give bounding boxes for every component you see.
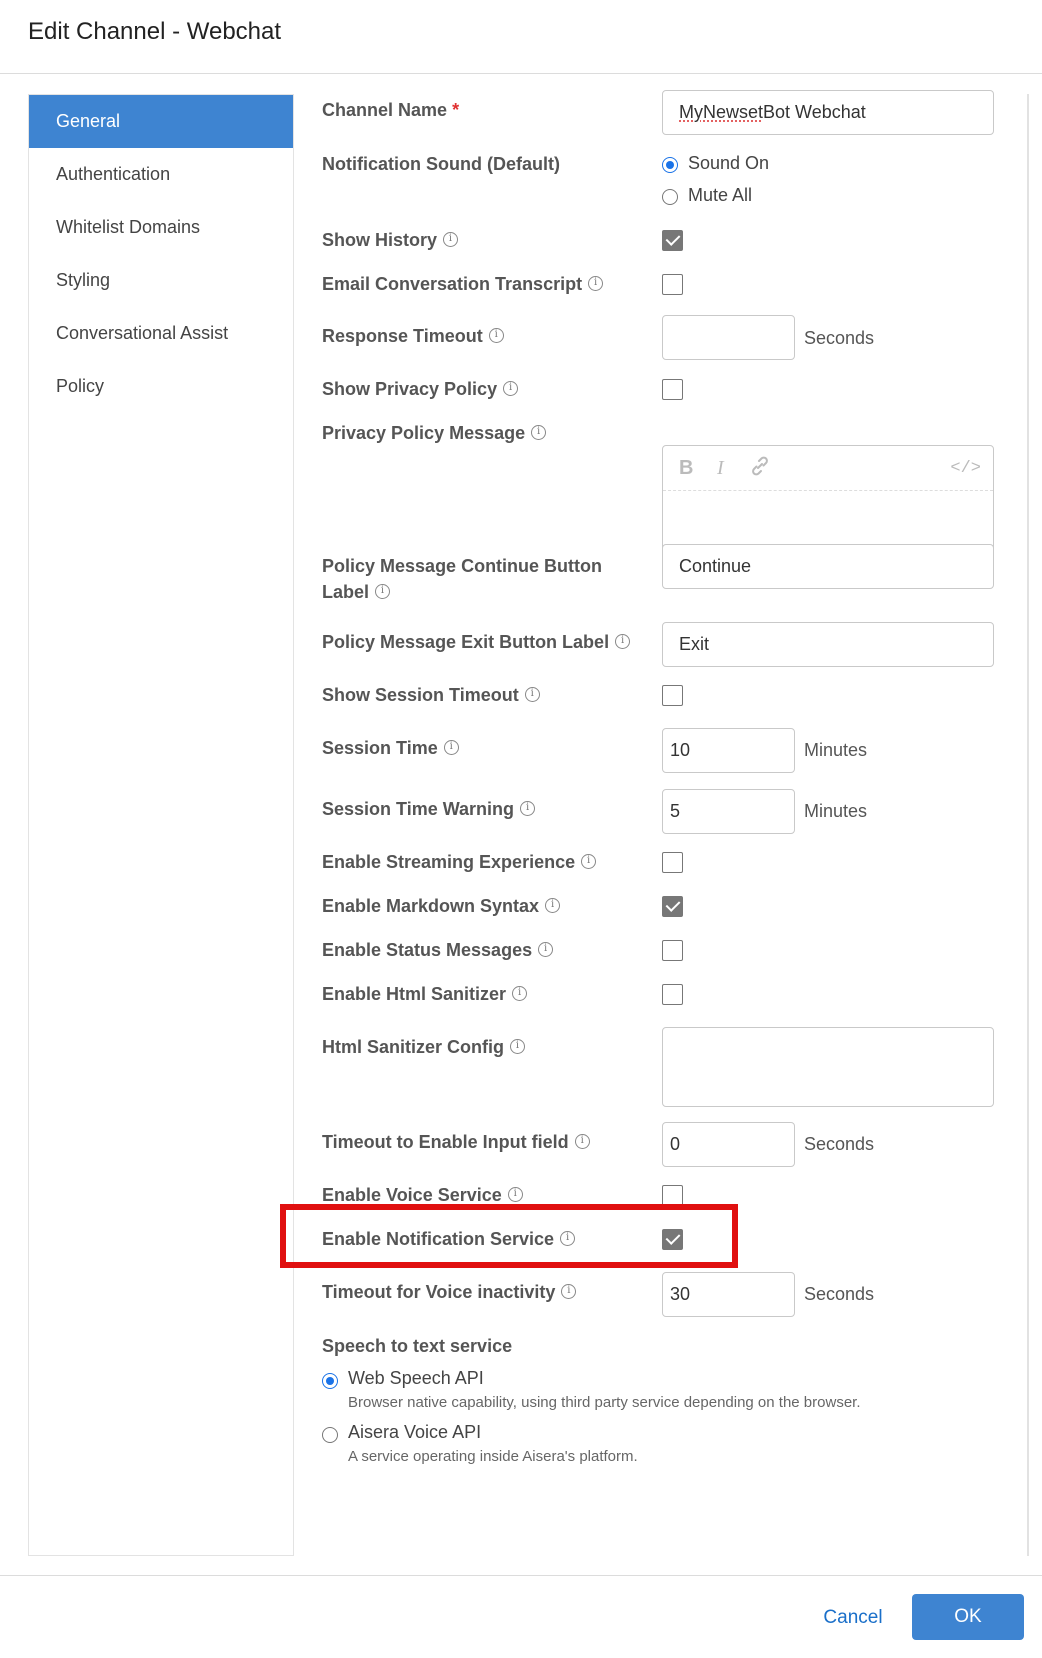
sound-on-label: Sound On	[688, 153, 770, 173]
html-sanitizer-config-textarea[interactable]	[662, 1027, 994, 1107]
voice-service-label: Enable Voice Service i	[322, 1185, 523, 1206]
footer-divider	[0, 1575, 1042, 1576]
markdown-syntax-checkbox[interactable]	[662, 896, 683, 917]
info-icon[interactable]: i	[444, 740, 459, 755]
sidebar-item-policy[interactable]: Policy	[56, 376, 105, 396]
continue-button-label-label: Policy Message Continue Button Label i	[322, 556, 603, 602]
session-time-warning-label: Session Time Warning i	[322, 799, 535, 820]
dialog-title: Edit Channel - Webchat	[28, 18, 282, 45]
status-messages-label: Enable Status Messages i	[322, 940, 553, 961]
info-icon[interactable]: i	[525, 687, 540, 702]
sidebar	[28, 94, 294, 1556]
voice-inactivity-label: Timeout for Voice inactivity i	[322, 1282, 576, 1303]
status-messages-checkbox[interactable]	[662, 940, 683, 961]
info-icon[interactable]: i	[520, 801, 535, 816]
markdown-syntax-label: Enable Markdown Syntax i	[322, 896, 560, 917]
timeout-input-field-input[interactable]: 0	[662, 1122, 795, 1167]
show-privacy-policy-checkbox[interactable]	[662, 379, 683, 400]
cancel-button[interactable]: Cancel	[808, 1596, 898, 1640]
info-icon[interactable]: i	[561, 1284, 576, 1299]
italic-icon[interactable]: I	[717, 457, 724, 479]
required-mark: *	[452, 100, 460, 120]
info-icon[interactable]: i	[575, 1134, 590, 1149]
info-icon[interactable]: i	[512, 986, 527, 1001]
info-icon[interactable]: i	[375, 584, 390, 599]
response-timeout-unit: Seconds	[804, 328, 875, 348]
privacy-policy-message-label: Privacy Policy Message i	[322, 423, 546, 444]
voice-service-checkbox[interactable]	[662, 1185, 683, 1206]
email-transcript-label: Email Conversation Transcript i	[322, 274, 603, 295]
aisera-voice-api-label: Aisera Voice API	[348, 1422, 482, 1442]
speech-to-text-title: Speech to text service	[322, 1336, 513, 1356]
voice-inactivity-input[interactable]: 30	[662, 1272, 795, 1317]
voice-inactivity-unit: Seconds	[804, 1284, 875, 1304]
info-icon[interactable]: i	[581, 854, 596, 869]
info-icon[interactable]: i	[588, 276, 603, 291]
streaming-experience-label: Enable Streaming Experience i	[322, 852, 596, 873]
channel-name-input[interactable]: MyNewsetBot Webchat	[662, 90, 994, 135]
general-settings-form	[294, 74, 1024, 1558]
info-icon[interactable]: i	[615, 634, 630, 649]
session-time-label: Session Time i	[322, 738, 459, 759]
sound-on-radio[interactable]	[662, 157, 678, 173]
response-timeout-label: Response Timeout i	[322, 326, 504, 347]
html-sanitizer-config-label: Html Sanitizer Config i	[322, 1037, 525, 1058]
show-history-label: Show History i	[322, 230, 458, 251]
show-privacy-policy-label: Show Privacy Policy i	[322, 379, 518, 400]
dialog-header	[0, 0, 1042, 74]
mute-all-radio[interactable]	[662, 189, 678, 205]
info-icon[interactable]: i	[538, 942, 553, 957]
notification-sound-label: Notification Sound (Default)	[322, 154, 560, 174]
sidebar-item-conversational-assist[interactable]: Conversational Assist	[56, 323, 229, 343]
info-icon[interactable]: i	[503, 381, 518, 396]
html-sanitizer-label: Enable Html Sanitizer i	[322, 984, 527, 1005]
aisera-voice-api-radio[interactable]	[322, 1427, 338, 1443]
streaming-experience-checkbox[interactable]	[662, 852, 683, 873]
sidebar-item-styling[interactable]: Styling	[56, 270, 111, 290]
info-icon[interactable]: i	[489, 328, 504, 343]
show-session-timeout-label: Show Session Timeout i	[322, 685, 540, 706]
timeout-input-field-label: Timeout to Enable Input field i	[322, 1132, 590, 1153]
aisera-voice-api-desc: A service operating inside Aisera's platform.	[348, 1448, 638, 1465]
session-time-input[interactable]: 10	[662, 728, 795, 773]
timeout-input-field-unit: Seconds	[804, 1134, 875, 1154]
session-time-warning-input[interactable]: 5	[662, 789, 795, 834]
web-speech-api-radio[interactable]	[322, 1373, 338, 1389]
show-history-checkbox[interactable]	[662, 230, 683, 251]
info-icon[interactable]: i	[510, 1039, 525, 1054]
code-view-icon[interactable]: </>	[950, 459, 981, 478]
web-speech-api-label: Web Speech API	[348, 1368, 484, 1388]
link-icon[interactable]	[749, 455, 771, 483]
email-transcript-checkbox[interactable]	[662, 274, 683, 295]
info-icon[interactable]: i	[560, 1231, 575, 1246]
channel-name-label: Channel Name *	[322, 100, 460, 120]
sidebar-item-whitelist-domains[interactable]: Whitelist Domains	[56, 217, 201, 237]
html-sanitizer-checkbox[interactable]	[662, 984, 683, 1005]
privacy-policy-editor[interactable]	[662, 445, 994, 553]
scrollbar[interactable]	[1027, 94, 1029, 1556]
info-icon[interactable]: i	[443, 232, 458, 247]
exit-button-label-input[interactable]: Exit	[662, 622, 994, 667]
continue-button-label-input[interactable]: Continue	[662, 544, 994, 589]
sidebar-item-authentication[interactable]: Authentication	[56, 164, 171, 184]
show-session-timeout-checkbox[interactable]	[662, 685, 683, 706]
editor-toolbar	[663, 446, 993, 491]
exit-button-label-label: Policy Message Exit Button Label i	[322, 632, 630, 653]
notification-service-label: Enable Notification Service i	[322, 1229, 575, 1250]
web-speech-api-desc: Browser native capability, using third party service depending on the browser.	[348, 1394, 861, 1411]
info-icon[interactable]: i	[531, 425, 546, 440]
response-timeout-input[interactable]	[662, 315, 795, 360]
notification-service-checkbox[interactable]	[662, 1229, 683, 1250]
session-time-unit: Minutes	[804, 740, 868, 760]
mute-all-label: Mute All	[688, 185, 753, 205]
session-time-warning-unit: Minutes	[804, 801, 868, 821]
sidebar-item-general[interactable]: General	[29, 95, 293, 148]
ok-button[interactable]: OK	[912, 1594, 1024, 1640]
info-icon[interactable]: i	[545, 898, 560, 913]
bold-icon[interactable]: B	[679, 457, 694, 479]
info-icon[interactable]: i	[508, 1187, 523, 1202]
